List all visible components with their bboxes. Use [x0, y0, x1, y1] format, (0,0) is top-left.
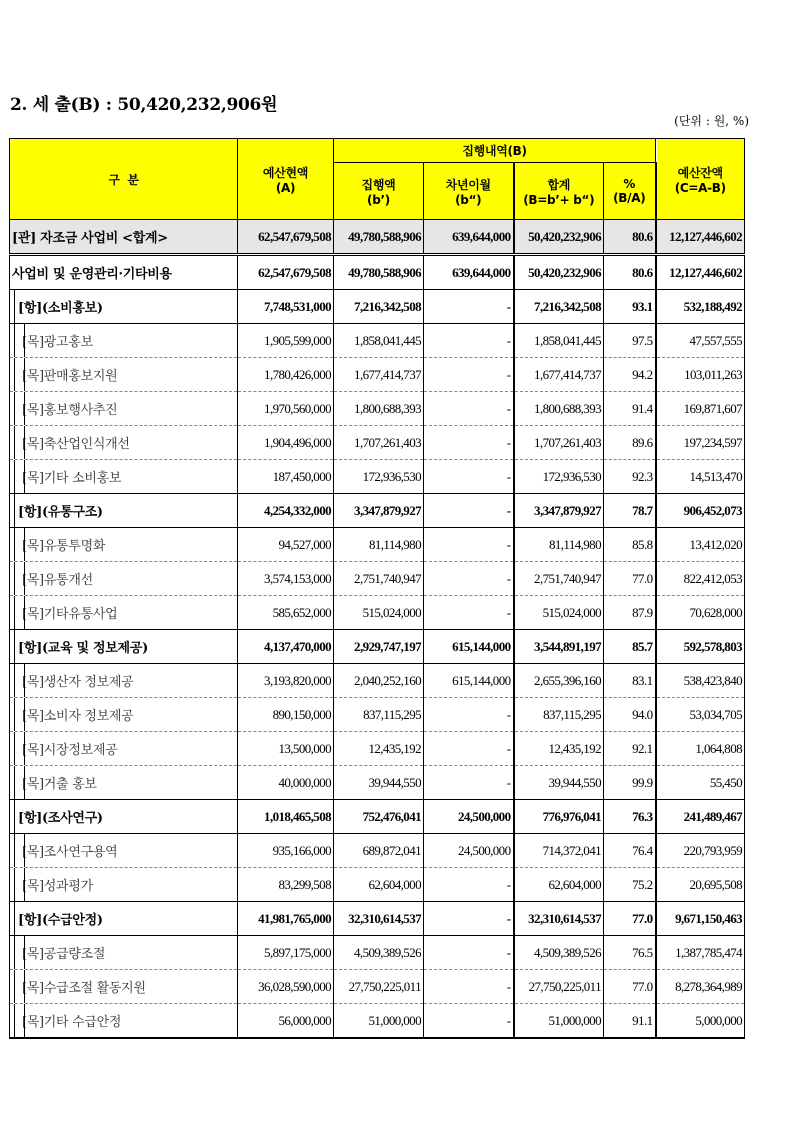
cell-total: 3,347,879,927 [514, 494, 604, 528]
cell-pct: 75.2 [604, 868, 656, 902]
table-row [10, 630, 745, 664]
row-name: [목]기타 소비홍보 [10, 460, 238, 494]
cell-carry: - [424, 494, 514, 528]
cell-carry: - [424, 732, 514, 766]
cell-exec: 172,936,530 [334, 460, 424, 494]
cell-balance: 532,188,492 [656, 290, 745, 324]
cell-pct: 92.1 [604, 732, 656, 766]
cell-total: 515,024,000 [514, 596, 604, 630]
cell-balance: 55,450 [656, 766, 745, 800]
table-row [10, 936, 745, 970]
cell-pct: 80.6 [604, 220, 656, 255]
row-name: [목]생산자 정보제공 [10, 664, 238, 698]
cell-exec: 39,944,550 [334, 766, 424, 800]
row-name: [목]거출 홍보 [10, 766, 238, 800]
table-row [10, 528, 745, 562]
cell-pct: 94.0 [604, 698, 656, 732]
row-name: [목]성과평가 [10, 868, 238, 902]
cell-total: 50,420,232,906 [514, 255, 604, 290]
cell-total: 50,420,232,906 [514, 220, 604, 255]
cell-budget: 935,166,000 [238, 834, 334, 868]
row-name: [목]조사연구용역 [10, 834, 238, 868]
expenditure-table [9, 138, 745, 1039]
cell-pct: 76.5 [604, 936, 656, 970]
cell-total: 4,509,389,526 [514, 936, 604, 970]
table-body [10, 220, 745, 1039]
cell-balance: 220,793,959 [656, 834, 745, 868]
header-budget: 예산현액 (A) [238, 139, 334, 220]
table-row [10, 868, 745, 902]
cell-exec: 81,114,980 [334, 528, 424, 562]
cell-balance: 538,423,840 [656, 664, 745, 698]
table-row [10, 460, 745, 494]
cell-exec: 51,000,000 [334, 1004, 424, 1039]
cell-carry: - [424, 1004, 514, 1039]
header-gubun: 구 분 [10, 139, 238, 220]
cell-balance: 822,412,053 [656, 562, 745, 596]
cell-budget: 1,970,560,000 [238, 392, 334, 426]
cell-balance: 53,034,705 [656, 698, 745, 732]
cell-balance: 103,011,263 [656, 358, 745, 392]
cell-balance: 9,671,150,463 [656, 902, 745, 936]
table-row [10, 324, 745, 358]
cell-total: 27,750,225,011 [514, 970, 604, 1004]
cell-budget: 94,527,000 [238, 528, 334, 562]
cell-exec: 49,780,588,906 [334, 220, 424, 255]
row-name: [목]판매홍보지원 [10, 358, 238, 392]
row-name: [목]공급량조절 [10, 936, 238, 970]
table-row [10, 596, 745, 630]
cell-budget: 83,299,508 [238, 868, 334, 902]
cell-total: 837,115,295 [514, 698, 604, 732]
cell-carry: 24,500,000 [424, 834, 514, 868]
table-row [10, 392, 745, 426]
cell-pct: 77.0 [604, 970, 656, 1004]
cell-balance: 70,628,000 [656, 596, 745, 630]
cell-balance: 14,513,470 [656, 460, 745, 494]
cell-pct: 76.4 [604, 834, 656, 868]
table-row [10, 562, 745, 596]
cell-budget: 4,254,332,000 [238, 494, 334, 528]
cell-balance: 5,000,000 [656, 1004, 745, 1039]
cell-balance: 241,489,467 [656, 800, 745, 834]
cell-carry: - [424, 392, 514, 426]
cell-pct: 94.2 [604, 358, 656, 392]
row-name: [목]광고홍보 [10, 324, 238, 358]
cell-total: 1,677,414,737 [514, 358, 604, 392]
cell-pct: 76.3 [604, 800, 656, 834]
cell-carry: - [424, 936, 514, 970]
cell-budget: 62,547,679,508 [238, 255, 334, 290]
header-pct: % (B/A) [604, 163, 656, 220]
cell-exec: 2,040,252,160 [334, 664, 424, 698]
cell-budget: 890,150,000 [238, 698, 334, 732]
row-name: [항](수급안정) [10, 902, 238, 936]
cell-carry: 615,144,000 [424, 664, 514, 698]
cell-exec: 1,858,041,445 [334, 324, 424, 358]
cell-budget: 1,905,599,000 [238, 324, 334, 358]
table-row [10, 1004, 745, 1039]
cell-exec: 4,509,389,526 [334, 936, 424, 970]
cell-budget: 1,780,426,000 [238, 358, 334, 392]
cell-pct: 80.6 [604, 255, 656, 290]
cell-balance: 197,234,597 [656, 426, 745, 460]
row-name: [목]유통투명화 [10, 528, 238, 562]
cell-carry: - [424, 902, 514, 936]
cell-carry: - [424, 596, 514, 630]
cell-balance: 169,871,607 [656, 392, 745, 426]
cell-exec: 27,750,225,011 [334, 970, 424, 1004]
cell-total: 3,544,891,197 [514, 630, 604, 664]
cell-carry: 24,500,000 [424, 800, 514, 834]
table-row [10, 358, 745, 392]
cell-total: 2,655,396,160 [514, 664, 604, 698]
cell-exec: 1,707,261,403 [334, 426, 424, 460]
cell-exec: 837,115,295 [334, 698, 424, 732]
table-row [10, 220, 745, 255]
cell-total: 2,751,740,947 [514, 562, 604, 596]
cell-budget: 41,981,765,000 [238, 902, 334, 936]
row-name: [목]기타 수급안정 [10, 1004, 238, 1039]
cell-exec: 32,310,614,537 [334, 902, 424, 936]
table-row [10, 732, 745, 766]
cell-balance: 12,127,446,602 [656, 220, 745, 255]
cell-carry: - [424, 766, 514, 800]
cell-budget: 1,904,496,000 [238, 426, 334, 460]
cell-carry: - [424, 426, 514, 460]
cell-budget: 36,028,590,000 [238, 970, 334, 1004]
row-name: [목]기타유통사업 [10, 596, 238, 630]
cell-budget: 1,018,465,508 [238, 800, 334, 834]
row-name: [항](교육 및 정보제공) [10, 630, 238, 664]
cell-total: 714,372,041 [514, 834, 604, 868]
unit-note: (단위 : 원, %) [674, 114, 749, 128]
cell-exec: 2,929,747,197 [334, 630, 424, 664]
table-row [10, 290, 745, 324]
cell-pct: 77.0 [604, 902, 656, 936]
row-name: [항](조사연구) [10, 800, 238, 834]
cell-carry: - [424, 290, 514, 324]
cell-total: 32,310,614,537 [514, 902, 604, 936]
table-row [10, 834, 745, 868]
cell-carry: - [424, 562, 514, 596]
cell-total: 1,800,688,393 [514, 392, 604, 426]
row-name: [목]유통개선 [10, 562, 238, 596]
cell-budget: 13,500,000 [238, 732, 334, 766]
cell-balance: 906,452,073 [656, 494, 745, 528]
cell-carry: - [424, 324, 514, 358]
cell-pct: 92.3 [604, 460, 656, 494]
row-name: [목]축산업인식개선 [10, 426, 238, 460]
cell-pct: 85.7 [604, 630, 656, 664]
cell-total: 1,858,041,445 [514, 324, 604, 358]
table-row [10, 494, 745, 528]
cell-budget: 3,574,153,000 [238, 562, 334, 596]
cell-exec: 1,677,414,737 [334, 358, 424, 392]
cell-budget: 7,748,531,000 [238, 290, 334, 324]
table-row [10, 766, 745, 800]
row-name: [목]홍보행사추진 [10, 392, 238, 426]
cell-budget: 5,897,175,000 [238, 936, 334, 970]
cell-pct: 91.1 [604, 1004, 656, 1039]
cell-pct: 83.1 [604, 664, 656, 698]
cell-exec: 49,780,588,906 [334, 255, 424, 290]
row-name: [목]시장정보제공 [10, 732, 238, 766]
table-row [10, 698, 745, 732]
cell-pct: 85.8 [604, 528, 656, 562]
cell-carry: - [424, 970, 514, 1004]
cell-pct: 77.0 [604, 562, 656, 596]
cell-carry: - [424, 358, 514, 392]
cell-carry: - [424, 868, 514, 902]
cell-exec: 7,216,342,508 [334, 290, 424, 324]
header-exec: 집행액 (b’) [334, 163, 424, 220]
cell-pct: 91.4 [604, 392, 656, 426]
cell-exec: 62,604,000 [334, 868, 424, 902]
header-total: 합계 (B=b’+ b“) [514, 163, 604, 220]
cell-total: 12,435,192 [514, 732, 604, 766]
cell-budget: 62,547,679,508 [238, 220, 334, 255]
cell-exec: 752,476,041 [334, 800, 424, 834]
row-name: [항](소비홍보) [10, 290, 238, 324]
cell-exec: 689,872,041 [334, 834, 424, 868]
cell-balance: 8,278,364,989 [656, 970, 745, 1004]
cell-balance: 47,557,555 [656, 324, 745, 358]
row-name: [항](유통구조) [10, 494, 238, 528]
cell-budget: 40,000,000 [238, 766, 334, 800]
cell-pct: 78.7 [604, 494, 656, 528]
header-exec-group: 집행내역(B) [334, 139, 656, 163]
cell-balance: 1,064,808 [656, 732, 745, 766]
cell-carry: 639,644,000 [424, 255, 514, 290]
cell-carry: 615,144,000 [424, 630, 514, 664]
header-carry: 차년이월 (b“) [424, 163, 514, 220]
row-name: 사업비 및 운영관리·기타비용 [10, 255, 238, 290]
cell-exec: 12,435,192 [334, 732, 424, 766]
cell-carry: - [424, 698, 514, 732]
row-name: [목]소비자 정보제공 [10, 698, 238, 732]
cell-pct: 93.1 [604, 290, 656, 324]
cell-budget: 56,000,000 [238, 1004, 334, 1039]
cell-total: 39,944,550 [514, 766, 604, 800]
cell-exec: 515,024,000 [334, 596, 424, 630]
table-row [10, 800, 745, 834]
cell-total: 776,976,041 [514, 800, 604, 834]
cell-budget: 585,652,000 [238, 596, 334, 630]
cell-pct: 89.6 [604, 426, 656, 460]
cell-exec: 3,347,879,927 [334, 494, 424, 528]
cell-budget: 4,137,470,000 [238, 630, 334, 664]
table-row [10, 970, 745, 1004]
cell-total: 51,000,000 [514, 1004, 604, 1039]
table-row [10, 902, 745, 936]
cell-pct: 99.9 [604, 766, 656, 800]
cell-exec: 1,800,688,393 [334, 392, 424, 426]
cell-total: 172,936,530 [514, 460, 604, 494]
cell-total: 7,216,342,508 [514, 290, 604, 324]
cell-balance: 20,695,508 [656, 868, 745, 902]
cell-balance: 12,127,446,602 [656, 255, 745, 290]
row-name: [목]수급조절 활동지원 [10, 970, 238, 1004]
cell-total: 62,604,000 [514, 868, 604, 902]
row-name: [관] 자조금 사업비 <합계> [10, 220, 238, 255]
table-row [10, 255, 745, 290]
cell-balance: 592,578,803 [656, 630, 745, 664]
cell-exec: 2,751,740,947 [334, 562, 424, 596]
cell-carry: - [424, 460, 514, 494]
table-row [10, 664, 745, 698]
cell-total: 81,114,980 [514, 528, 604, 562]
cell-carry: - [424, 528, 514, 562]
cell-balance: 13,412,020 [656, 528, 745, 562]
cell-total: 1,707,261,403 [514, 426, 604, 460]
section-title: 2. 세 출(B) : 50,420,232,906원 [10, 95, 278, 115]
header-balance: 예산잔액 (C=A-B) [656, 139, 745, 220]
cell-pct: 97.5 [604, 324, 656, 358]
cell-budget: 3,193,820,000 [238, 664, 334, 698]
cell-pct: 87.9 [604, 596, 656, 630]
table-row [10, 426, 745, 460]
cell-carry: 639,644,000 [424, 220, 514, 255]
cell-budget: 187,450,000 [238, 460, 334, 494]
cell-balance: 1,387,785,474 [656, 936, 745, 970]
